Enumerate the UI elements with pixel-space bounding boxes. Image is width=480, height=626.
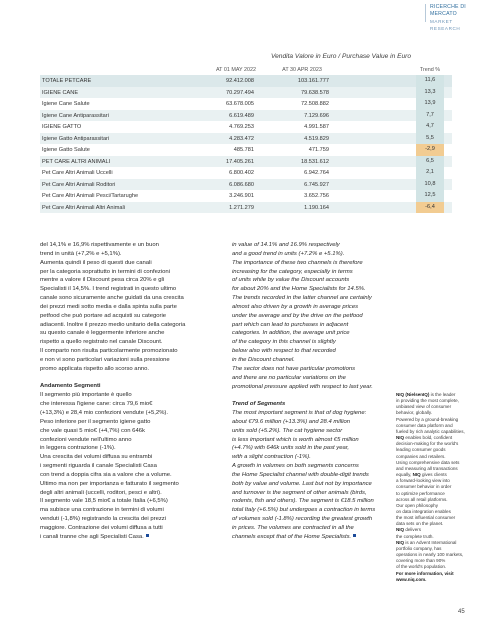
paragraph-line <box>40 347 228 356</box>
sidebar-bold-text: For more information, visit <box>396 570 454 576</box>
paragraph-line <box>232 356 422 365</box>
value-2023: 6.745.927 <box>304 181 329 188</box>
trend-value: 2,1 <box>416 167 444 179</box>
paragraph-line-text: both by value and volume. Last but not by importance <box>232 480 372 487</box>
paragraph-line <box>40 241 228 250</box>
sidebar-text: and measuring all transactions <box>396 465 458 471</box>
paragraph-line-text: venduti (-1,8%) registrando la crescita dei prezzi <box>40 516 167 523</box>
paragraph-line-text: e non vi sono particolari variazioni sulla pressione <box>40 356 170 363</box>
segments-heading-it: Andamento Segmenti <box>40 383 101 390</box>
value-2023: 18.531.612 <box>301 158 329 165</box>
row-label: Igiene Gatto Salute <box>42 147 90 153</box>
row-label: Pet Care Altri Animali Pesci/Tartarughe <box>42 193 139 199</box>
paragraph-line <box>232 250 422 259</box>
trend-value: -6,4 <box>416 202 444 214</box>
paragraph-line <box>232 471 422 480</box>
paragraph-line <box>40 418 228 427</box>
paragraph-line-text: The most important segment is that of dog hygiene: <box>232 409 367 416</box>
sidebar-bold-text: NIQ <box>396 435 405 441</box>
sidebar-text: is an Advent International <box>405 539 457 545</box>
sidebar-text: the most influential consumer <box>396 515 456 521</box>
sidebar-text: Powered by a ground-breaking <box>396 416 459 422</box>
sidebar-text: leading consumer goods <box>396 447 446 453</box>
column-header-2023: AT 30 APR 2023 <box>282 67 322 73</box>
table-row <box>40 156 452 168</box>
value-2023: 72.508.882 <box>301 101 329 107</box>
paragraph-line <box>232 347 422 356</box>
paragraph-line-text: A growth in volumes on both segments concerns <box>232 463 359 470</box>
paragraph-line-text: Il segmento vale 18,5 mio€ a totale Italia (+6,5%) <box>40 498 168 505</box>
row-label: IGIENE CANE <box>42 89 79 96</box>
paragraph-line-text: in prices. The volumes are contracted in all the <box>232 524 354 531</box>
value-2023: 3.652.756 <box>304 193 329 199</box>
paragraph-line <box>232 321 422 330</box>
row-label: PET CARE ALTRI ANIMALI <box>42 158 111 165</box>
value-2022: 485.781 <box>233 147 254 153</box>
sidebar-text: portfolio company, has <box>396 545 442 551</box>
paragraph-line <box>40 312 228 321</box>
paragraph-line-text: total Italy (+6.5%) but undergoes a contraction in terms <box>232 507 376 514</box>
paragraph-line-text: mentre a valore il Discount pesa circa 20% e gli <box>40 277 165 284</box>
paragraph-line <box>40 321 228 330</box>
header-title: RICERCHE DI MERCATO <box>430 4 466 17</box>
paragraph-line <box>40 329 228 338</box>
paragraph-line <box>232 329 422 338</box>
sidebar-text: on data integration enables <box>396 508 451 514</box>
paragraph-line <box>232 276 422 285</box>
table-row <box>40 202 452 214</box>
paragraph-line <box>40 268 228 277</box>
paragraph-line <box>232 268 422 277</box>
paragraph-line-text: under the average and by the drive on the petfood <box>232 312 363 319</box>
value-2023: 4.519.829 <box>304 135 329 142</box>
paragraph-line <box>232 489 422 498</box>
value-2022: 3.246.901 <box>229 193 254 199</box>
paragraph-line-text: is less important which is worth almost €5 million <box>232 436 359 443</box>
column-header-trend: Trend % <box>419 67 441 73</box>
paragraph-line-text: below also with respect to that recorded <box>232 348 336 355</box>
page-number: 45 <box>458 609 465 615</box>
table-title: Vendita Valore in Euro / Purchase Value in Euro <box>270 53 412 60</box>
sidebar-bold-text: NIQ (NielsenIQ) <box>396 392 430 397</box>
row-label: Igiene Cane Salute <box>42 101 90 107</box>
paragraph-line <box>40 400 228 409</box>
sidebar-text: Using comprehensive data sets <box>396 459 460 465</box>
row-label: Igiene Cane Antiparassitari <box>42 112 109 119</box>
paragraph-line-text: (+13,3%) e 28,4 mio confezioni vendute (+5,2%). <box>40 409 169 416</box>
paragraph-line-text: of units while by value the Discount accounts <box>232 277 350 284</box>
paragraph-line <box>232 436 422 445</box>
paragraph-line-text: canale sono sicuramente anche guidati da una crescita <box>40 295 184 302</box>
paragraph-line <box>232 497 422 506</box>
sidebar-text: to optimize performance <box>396 490 445 496</box>
segments-heading-en: Trend of Segments <box>232 401 286 408</box>
paragraph-line-text: che vale quasi 5 mio€ (+4,7%) con 646k <box>40 427 145 434</box>
paragraph-line <box>232 383 422 392</box>
paragraph-line <box>232 338 422 347</box>
trend-value: 12,5 <box>416 190 444 202</box>
table-row <box>40 121 452 133</box>
sidebar-text: unbiased view of consumer <box>396 404 452 410</box>
paragraph-line <box>232 524 422 533</box>
sidebar-text: a forward-looking view into <box>396 478 450 484</box>
table-row <box>40 75 452 87</box>
paragraph-line-text: adiacenti. Inoltre il prezzo medio unitario della categoria <box>40 321 186 328</box>
trend-value: -2,9 <box>416 144 444 156</box>
paragraph-line <box>232 506 422 515</box>
paragraph-line-text: trend in unità (+7,2% e +5,1%). <box>40 250 122 257</box>
paragraph-line <box>40 259 228 268</box>
sidebar-text: consumer behavior in order <box>396 484 452 490</box>
paragraph-line <box>232 453 422 462</box>
paragraph-line-text: promotional pressure applied with respect to last year. <box>232 383 373 390</box>
row-label: Pet Care Altri Animali Altri Animali <box>42 204 126 211</box>
paragraph-line <box>40 391 228 400</box>
trend-value: 6,5 <box>416 156 444 168</box>
paragraph-line <box>40 462 228 471</box>
paragraph-line-text: the Home Specialist channel with double-digit trends <box>232 471 369 478</box>
paragraph-line <box>40 453 228 462</box>
paragraph-line <box>232 241 422 250</box>
sidebar-text: data sets on the planet. <box>396 521 444 527</box>
paragraph-line <box>40 436 228 445</box>
sidebar-text: delivers <box>405 527 422 533</box>
paragraph-line <box>232 515 422 524</box>
paragraph-line-text: about €79.6 million (+13.3%) and 28.4 million <box>232 418 351 425</box>
paragraph-line <box>232 374 422 383</box>
paragraph-line-text: (+4.7%) with 646k units sold in the past year, <box>232 445 350 452</box>
paragraph-line-text: The importance of these two channels is therefore <box>232 259 363 266</box>
value-2022: 1.271.279 <box>229 204 254 211</box>
paragraph-line-text: rispetto a quello registrato nel canale Discount. <box>40 339 163 346</box>
paragraph-line <box>40 480 228 489</box>
paragraph-line-text: and a good trend in units (+7.2% e +5.1%). <box>232 250 345 257</box>
paragraph-line <box>40 338 228 347</box>
paragraph-line-text: and there are no particular variations on the <box>232 374 346 381</box>
table-row <box>40 110 452 122</box>
paragraph-line <box>232 418 422 427</box>
paragraph-line <box>40 409 228 418</box>
value-2023: 103.161.777 <box>297 78 329 84</box>
italian-text-column <box>40 241 228 542</box>
sidebar-text: covering more than 90% <box>396 558 446 564</box>
paragraph-line <box>40 276 228 285</box>
paragraph-line <box>232 285 422 294</box>
value-2022: 4.769.253 <box>229 124 254 130</box>
header-subtitle: MARKET RESEARCH <box>430 19 461 31</box>
sidebar-text: behavior, globally. <box>396 410 433 416</box>
value-2023: 79.638.578 <box>301 89 329 96</box>
paragraph-line <box>40 365 228 374</box>
paragraph-line <box>232 409 422 418</box>
paragraph-line <box>40 250 228 259</box>
sidebar-bold-text: NIQ <box>412 472 421 478</box>
paragraph-line-text: Peso inferiore per il segmento igiene gatto <box>40 418 151 425</box>
paragraph-line <box>232 427 422 436</box>
paragraph-line-text: almost also driven by a growth in average prices <box>232 303 359 310</box>
value-2022: 6.619.489 <box>229 112 254 119</box>
paragraph-line <box>40 497 228 506</box>
paragraph-line <box>40 427 228 436</box>
paragraph-line <box>40 489 228 498</box>
paragraph-line-text: Il comparto non risulta particolarmente promozionato <box>40 348 178 355</box>
trend-value: 13,3 <box>416 87 444 99</box>
table-row <box>40 144 452 156</box>
paragraph-line-text: con trend a doppia cifra sia a valore che a volume. <box>40 471 172 478</box>
paragraph-line-text: The sector does not have particular promotions <box>232 365 356 372</box>
paragraph-line-text: channels except that of the Home Specialists. <box>232 533 352 540</box>
paragraph-line <box>40 506 228 515</box>
paragraph-line-text: ma subisce una contrazione in termini di volumi <box>40 507 164 514</box>
paragraph-line <box>232 365 422 374</box>
paragraph-line-text: che interessa l'igiene cane: circa 79,6 mio€ <box>40 401 153 408</box>
paragraph-line <box>232 480 422 489</box>
table-row <box>40 179 452 191</box>
paragraph-line <box>40 356 228 365</box>
paragraph-line-text: Il segmento più importante è quello <box>40 392 132 399</box>
value-2022: 6.800.402 <box>229 170 254 176</box>
paragraph-line-text: with a slight contraction (-1%). <box>232 454 311 461</box>
market-research-header <box>425 4 480 31</box>
sidebar-text: enables bold, confident <box>405 435 453 441</box>
value-2023: 471.759 <box>308 147 329 153</box>
column-header-2022: AT 01 MAY 2022 <box>215 67 257 73</box>
paragraph-line-text: The trends recorded in the latter channel are certainly <box>232 295 372 302</box>
trend-value: 4,7 <box>416 121 444 133</box>
paragraph-line <box>40 533 228 542</box>
value-2022: 4.283.472 <box>229 135 254 142</box>
paragraph-line <box>232 444 422 453</box>
table-row <box>40 87 452 99</box>
value-2022: 63.678.005 <box>226 101 254 107</box>
sidebar-text: gives clients <box>421 472 447 478</box>
paragraph-line-text: of volumes sold (-1.8%) recording the greatest growth <box>232 516 373 523</box>
paragraph-line <box>40 285 228 294</box>
value-2023: 1.190.164 <box>304 204 329 211</box>
paragraph-line <box>232 533 422 542</box>
paragraph-line-text: part which can lead to purchases in adjacent <box>232 321 349 328</box>
trend-value: 13,9 <box>416 98 444 110</box>
value-2023: 6.942.764 <box>304 170 329 176</box>
paragraph-line <box>232 259 422 268</box>
paragraph-line <box>40 524 228 533</box>
sidebar-text: consumer data platform and <box>396 422 453 428</box>
sidebar-text: decision-making for the world's <box>396 441 459 447</box>
paragraph-line <box>232 294 422 303</box>
paragraph-line <box>40 294 228 303</box>
paragraph-line-text: per la categoria soprattutto in termini di confezioni <box>40 268 170 275</box>
paragraph-line <box>40 471 228 480</box>
paragraph-line-text: Ultimo ma non per importanza e fatturato il segmento <box>40 480 179 487</box>
table-row <box>40 133 452 145</box>
paragraph-line <box>232 303 422 312</box>
sidebar-text: in providing the most complete, <box>396 398 459 404</box>
value-2022: 70.297.494 <box>226 89 254 96</box>
paragraph-line-text: increasing for the category, especially in terms <box>232 268 353 275</box>
paragraph-line-text: su questo canale è leggermente inferiore anche <box>40 330 165 337</box>
paragraph-line-text: in value of 14.1% and 16.9% respectively <box>232 242 340 248</box>
row-label: IGIENE GATTO <box>42 124 82 130</box>
row-label: Igiene Gatto Antiparassitari <box>42 135 110 142</box>
end-square-icon <box>353 534 356 537</box>
paragraph-line <box>232 312 422 321</box>
paragraph-line-text: units sold (+5.2%). The cat hygiene sector <box>232 427 343 434</box>
sidebar-bold-text: NIQ <box>396 527 405 533</box>
paragraph-line <box>40 515 228 524</box>
table-row <box>40 190 452 202</box>
table-row <box>40 98 452 110</box>
trend-value: 5,5 <box>416 133 444 145</box>
paragraph-line-text: rodents, fish and others). The segment is €18.5 million <box>232 498 374 505</box>
sidebar-text: companies and retailers. <box>396 453 446 459</box>
value-2022: 17.405.261 <box>226 158 254 165</box>
paragraph-line <box>40 303 228 312</box>
sidebar-line <box>396 577 476 583</box>
sidebar-bold-text: www.niq.com. <box>396 576 427 582</box>
paragraph-line <box>232 462 422 471</box>
trend-value: 7,7 <box>416 110 444 122</box>
value-2023: 7.129.696 <box>304 112 329 119</box>
paragraph-line-text: i segmenti riguarda il canale Specialisti Casa <box>40 463 157 470</box>
paragraph-line <box>40 444 228 453</box>
paragraph-line-text: petfood che può portare ad acquisti su categorie <box>40 312 167 319</box>
sidebar-text: Our open philosophy <box>396 502 438 508</box>
trend-value: 10,8 <box>416 179 444 191</box>
sidebar-text: fueled by rich analytic capabilities, <box>396 428 465 434</box>
sidebar-bold-text: NIQ <box>396 539 405 545</box>
paragraph-line-text: in leggera contrazione (-1%). <box>40 445 116 452</box>
row-label: Pet Care Altri Animali Roditori <box>42 181 116 188</box>
paragraph-line-text: Una crescita dei volumi diffusa su entrambi <box>40 454 153 461</box>
paragraph-line-text: in the Discount channel. <box>232 356 295 363</box>
row-label: Pet Care Altri Animali Uccelli <box>42 170 113 176</box>
paragraph-line-text: i canali tranne che agli Specialisti Casa. <box>40 533 144 540</box>
paragraph-line-text: categories. In addition, the average unit price <box>232 330 350 337</box>
row-label: TOTALE PETCARE <box>42 78 92 84</box>
paragraph-line-text: degli altri animali (uccelli, roditori, pesci e altri). <box>40 489 162 496</box>
value-2022: 6.086.680 <box>229 181 254 188</box>
paragraph-line-text: maggiore. Contrazione dei volumi diffusa a tutti <box>40 524 163 531</box>
value-2022: 92.412.008 <box>226 78 254 84</box>
paragraph-line-text: promo applicata rispetto allo scorso anno. <box>40 365 150 372</box>
niq-sidebar-note <box>396 392 476 583</box>
sidebar-text: across all retail platforms. <box>396 496 448 502</box>
paragraph-line-text: of the category in this channel is slightly <box>232 339 336 346</box>
sidebar-text: equally, <box>396 472 412 478</box>
value-2023: 4.991.587 <box>304 124 329 130</box>
sales-value-table <box>40 75 452 213</box>
table-row <box>40 167 452 179</box>
sidebar-text: the complete truth. <box>396 533 434 539</box>
paragraph-line-text: dei prezzi medi sotto media e dalla spinta sulla parte <box>40 303 177 310</box>
trend-value: 11,6 <box>416 75 444 87</box>
sidebar-text: operations in nearly 100 markets, <box>396 552 464 558</box>
paragraph-line-text: Aumenta quindi il peso di questi due canali <box>40 259 152 266</box>
end-square-icon <box>146 534 149 537</box>
paragraph-line-text: confezioni vendute nell'ultimo anno <box>40 436 132 443</box>
english-text-column <box>232 241 422 542</box>
sidebar-text: is the leader <box>430 392 456 397</box>
paragraph-line-text: for about 20% and the Home Specialists for 14.5%. <box>232 286 366 293</box>
paragraph-line-text: and turnover is the segment of other animals (birds, <box>232 489 367 496</box>
paragraph-line-text: del 14,1% e 16,9% rispettivamente e un buon <box>40 242 159 248</box>
paragraph-line-text: Specialisti il 14,5%. I trend registrati in questo ultimo <box>40 286 177 293</box>
sidebar-text: of the world's population. <box>396 564 447 570</box>
